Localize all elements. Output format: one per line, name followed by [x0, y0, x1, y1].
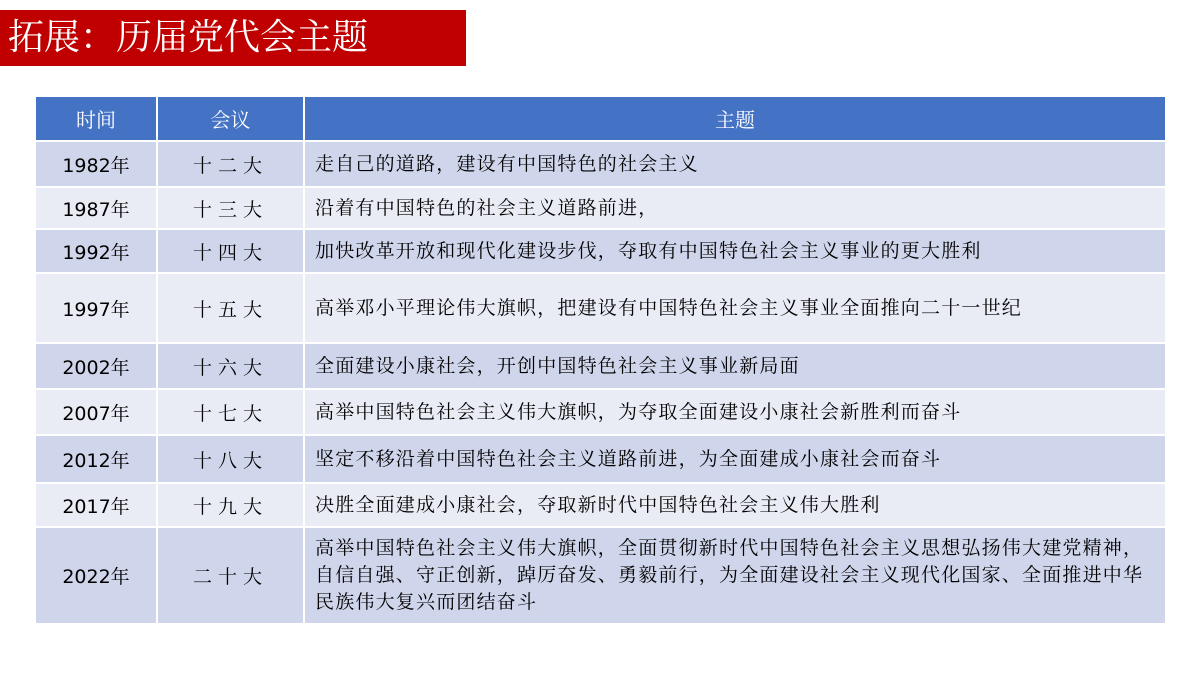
table-row: [36, 229, 1165, 273]
row-theme: 走自己的道路，建设有中国特色的社会主义: [304, 141, 1165, 187]
row-theme: 高举中国特色社会主义伟大旗帜，为夺取全面建设小康社会新胜利而奋斗: [304, 389, 1165, 435]
row-year: 1992年: [36, 229, 157, 273]
table-row: [36, 435, 1165, 483]
row-theme: 全面建设小康社会，开创中国特色社会主义事业新局面: [304, 343, 1165, 389]
row-theme: 沿着有中国特色的社会主义道路前进，: [304, 187, 1165, 229]
row-meeting: 十二大: [157, 141, 304, 187]
table-row: [36, 527, 1165, 623]
row-year: 1987年: [36, 187, 157, 229]
row-meeting: 十七大: [157, 389, 304, 435]
congress-themes-table: [36, 97, 1165, 623]
row-theme: 高举中国特色社会主义伟大旗帜，全面贯彻新时代中国特色社会主义思想弘扬伟大建党精神，自信自强、守正创新，踔厉奋发、勇毅前行，为全面建设社会主义现代化国家、全面推进中华民族伟大复兴而团结奋斗: [304, 527, 1165, 623]
table-row: [36, 483, 1165, 527]
table-header-row: [36, 97, 1165, 141]
row-year: 1982年: [36, 141, 157, 187]
row-meeting: 十四大: [157, 229, 304, 273]
row-meeting: 十八大: [157, 435, 304, 483]
row-meeting: 十六大: [157, 343, 304, 389]
table-row: [36, 389, 1165, 435]
header-theme: 主题: [304, 97, 1165, 141]
row-theme: 决胜全面建成小康社会，夺取新时代中国特色社会主义伟大胜利: [304, 483, 1165, 527]
row-year: 2017年: [36, 483, 157, 527]
row-theme: 坚定不移沿着中国特色社会主义道路前进，为全面建成小康社会而奋斗: [304, 435, 1165, 483]
header-time: 时间: [36, 97, 157, 141]
table-row: [36, 273, 1165, 343]
row-year: 2002年: [36, 343, 157, 389]
header-meeting: 会议: [157, 97, 304, 141]
row-year: 2012年: [36, 435, 157, 483]
row-meeting: 十五大: [157, 273, 304, 343]
row-year: 2007年: [36, 389, 157, 435]
row-year: 2022年: [36, 527, 157, 623]
row-meeting: 二十大: [157, 527, 304, 623]
row-theme: 高举邓小平理论伟大旗帜，把建设有中国特色社会主义事业全面推向二十一世纪: [304, 273, 1165, 343]
row-meeting: 十三大: [157, 187, 304, 229]
slide-title: 拓展：历届党代会主题: [0, 10, 466, 66]
row-meeting: 十九大: [157, 483, 304, 527]
table-row: [36, 343, 1165, 389]
table-row: [36, 187, 1165, 229]
row-year: 1997年: [36, 273, 157, 343]
row-theme: 加快改革开放和现代化建设步伐，夺取有中国特色社会主义事业的更大胜利: [304, 229, 1165, 273]
table-row: [36, 141, 1165, 187]
